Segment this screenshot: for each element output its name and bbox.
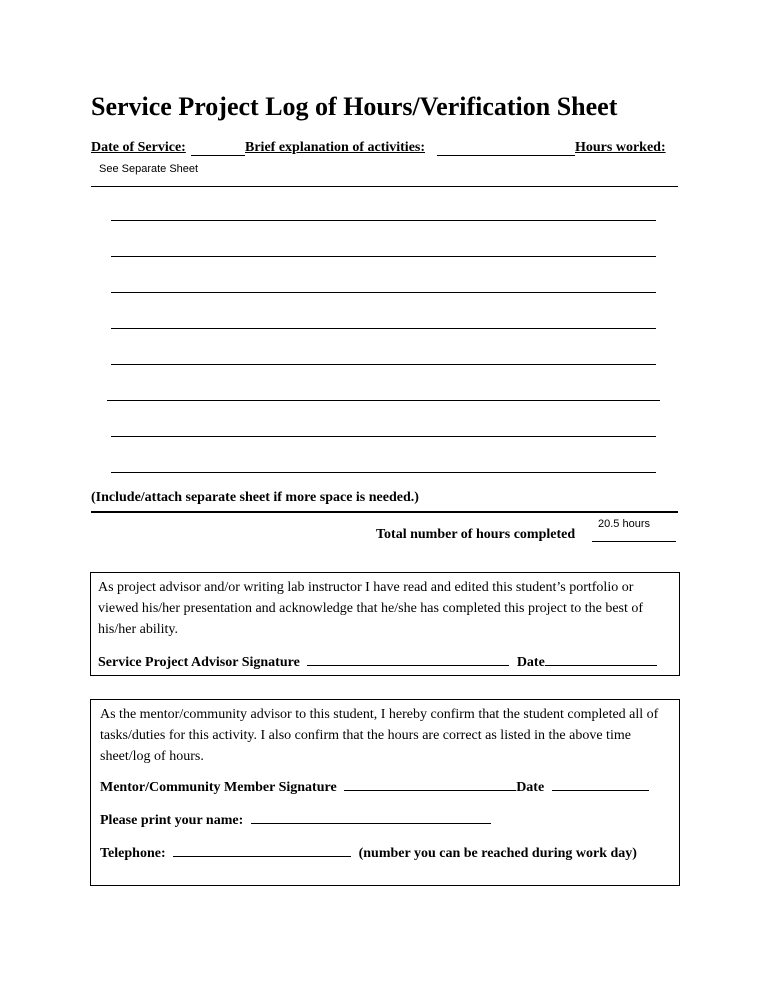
advisor-statement: As project advisor and/or writing lab instructor I have read and edited this student’s portfolio or viewed his/her presentation and acknowledge that he/she has completed this project to the best of his/her ability.: [98, 580, 644, 637]
total-hours-value[interactable]: 20.5 hours: [598, 518, 650, 530]
page-title: Service Project Log of Hours/Verification Sheet: [91, 92, 618, 121]
log-blank-line[interactable]: [111, 220, 656, 221]
print-name-label: Please print your name:: [100, 813, 244, 828]
header-underline: [191, 155, 245, 156]
mentor-date-label: Date: [516, 780, 545, 795]
mentor-signature-field[interactable]: [344, 778, 516, 791]
mentor-print-name-row: [100, 811, 491, 829]
hours-worked-label: Hours worked:: [575, 140, 666, 155]
log-blank-line[interactable]: [107, 400, 660, 401]
telephone-note: (number you can be reached during work day): [358, 846, 637, 861]
advisor-date-field[interactable]: [545, 653, 657, 666]
total-hours-line: [592, 541, 676, 542]
advisor-signature-label: Service Project Advisor Signature: [98, 655, 300, 670]
mentor-telephone-row: [100, 844, 637, 862]
advisor-verification-box: [90, 572, 680, 676]
section-divider: [91, 511, 678, 513]
log-entry-text[interactable]: See Separate Sheet: [99, 163, 199, 175]
total-hours-label: Total number of hours completed: [376, 527, 576, 542]
mentor-statement: As the mentor/community advisor to this student, I hereby confirm that the student completed all of tasks/duties for this activity. I also confirm that the hours are correct as listed in the above time sheet/log of hours.: [100, 707, 659, 764]
telephone-field[interactable]: [173, 844, 351, 857]
mentor-signature-label: Mentor/Community Member Signature: [100, 780, 337, 795]
log-blank-line[interactable]: [111, 436, 656, 437]
mentor-signature-row: [100, 778, 649, 796]
log-entry-line: [91, 186, 678, 187]
advisor-signature-row: [98, 653, 657, 671]
date-of-service-label: Date of Service:: [91, 140, 186, 155]
advisor-date-label: Date: [516, 655, 545, 670]
mentor-date-field[interactable]: [552, 778, 649, 791]
mentor-verification-box: [90, 699, 680, 886]
log-blank-line[interactable]: [111, 472, 656, 473]
print-name-field[interactable]: [251, 811, 491, 824]
activities-label: Brief explanation of activities:: [245, 140, 426, 155]
log-blank-line[interactable]: [111, 364, 656, 365]
telephone-label: Telephone:: [100, 846, 166, 861]
log-blank-line[interactable]: [111, 292, 656, 293]
log-blank-line[interactable]: [111, 328, 656, 329]
advisor-signature-field[interactable]: [307, 653, 509, 666]
header-underline: [437, 155, 575, 156]
log-blank-line[interactable]: [111, 256, 656, 257]
include-note: (Include/attach separate sheet if more space is needed.): [91, 490, 419, 505]
